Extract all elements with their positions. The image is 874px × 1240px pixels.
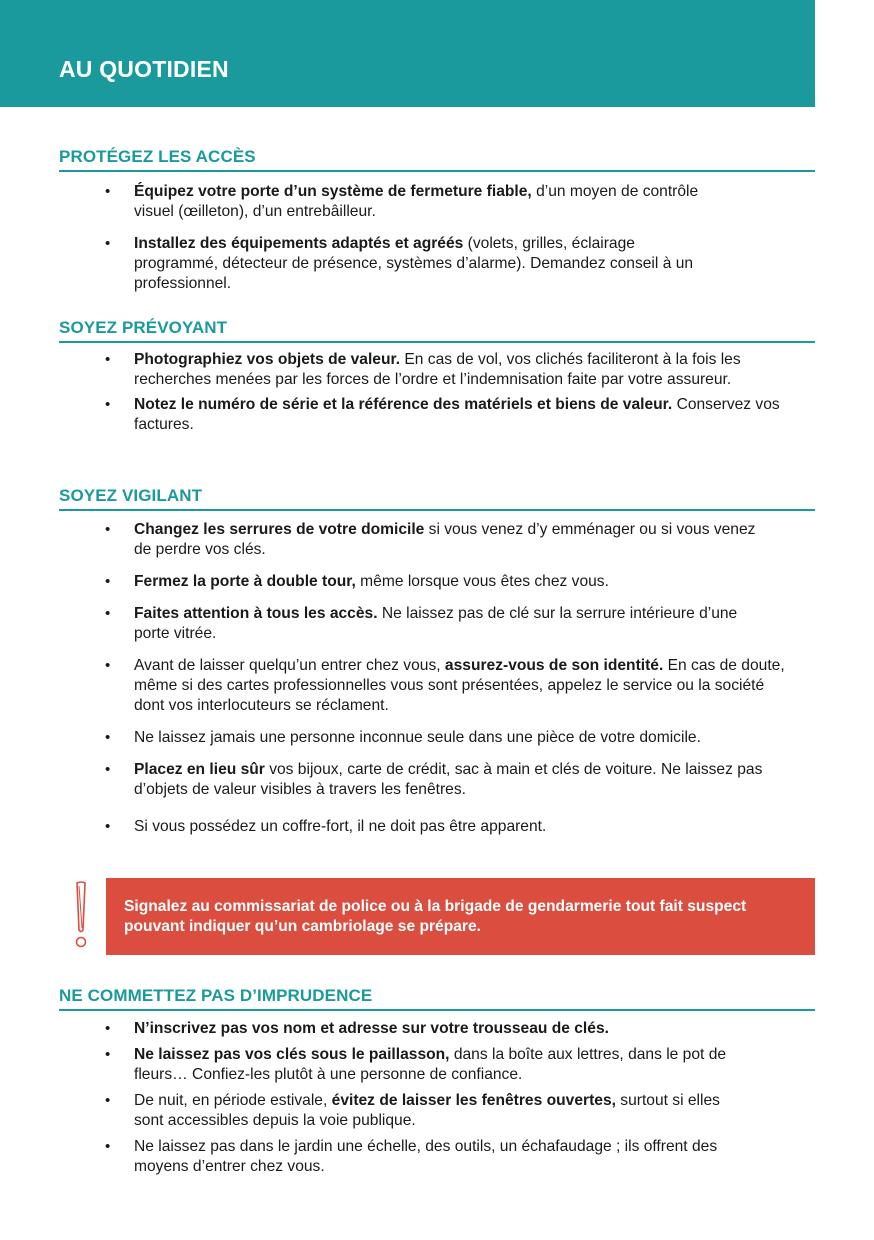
bullet-list [59, 182, 815, 294]
alert-text: Signalez au commissariat de police ou à la brigade de gendarmerie tout fait suspect pouvant indiquer qu’un cambriolage se prépare. [124, 898, 747, 935]
list-item: • Changez les serrures de votre domicile si vous venez d’y emménager ou si vous venez de perdre vos clés. [59, 520, 815, 560]
section-imprudence [59, 985, 815, 1177]
list-item: • De nuit, en période estivale, évitez de laisser les fenêtres ouvertes, surtout si elles sont accessibles depuis la voie publique. [59, 1091, 815, 1131]
section-protegez [59, 146, 815, 294]
list-item: • Avant de laisser quelqu’un entrer chez vous, assurez-vous de son identité. En cas de doute, même si des cartes professionnelles vous sont présentées, appelez le service ou la société dont vos interlocuteurs se réclament. [59, 656, 815, 716]
list-item: • Fermez la porte à double tour, même lorsque vous êtes chez vous. [59, 572, 815, 592]
list-item: • Photographiez vos objets de valeur. En cas de vol, vos clichés faciliteront à la fois les recherches menées par les forces de l’ordre et l’indemnisation faite par votre assureur. [59, 350, 815, 390]
list-item: • Équipez votre porte d’un système de fermeture fiable, d’un moyen de contrôle visuel (œilleton), d’un entrebâilleur. [59, 182, 815, 222]
section-title: PROTÉGEZ LES ACCÈS [59, 146, 815, 172]
list-item: • Ne laissez pas vos clés sous le paillasson, dans la boîte aux lettres, dans le pot de fleurs… Confiez-les plutôt à une personne de confiance. [59, 1045, 815, 1085]
list-item: • Si vous possédez un coffre-fort, il ne doit pas être apparent. [59, 817, 815, 837]
section-title: SOYEZ PRÉVOYANT [59, 317, 815, 343]
section-vigilant [59, 485, 815, 837]
page-title: AU QUOTIDIEN [59, 56, 229, 82]
page-header [0, 0, 815, 107]
bullet-list [59, 350, 815, 435]
section-title: SOYEZ VIGILANT [59, 485, 815, 511]
list-item: • Notez le numéro de série et la référence des matériels et biens de valeur. Conservez vos factures. [59, 395, 815, 435]
exclamation-icon [70, 880, 92, 952]
list-item: • Placez en lieu sûr vos bijoux, carte de crédit, sac à main et clés de voiture. Ne laissez pas d’objets de valeur visibles à travers les fenêtres. [59, 760, 815, 800]
alert-box [106, 878, 815, 955]
bullet-list [59, 520, 815, 837]
list-item: • Ne laissez pas dans le jardin une échelle, des outils, un échafaudage ; ils offrent des moyens d’entrer chez vous. [59, 1137, 815, 1177]
section-title: NE COMMETTEZ PAS D’IMPRUDENCE [59, 985, 815, 1011]
bullet-list [59, 1019, 815, 1177]
list-item: • Installez des équipements adaptés et agréés (volets, grilles, éclairage programmé, détecteur de présence, systèmes d’alarme). Demandez conseil à un professionnel. [59, 234, 815, 294]
list-item: • N’inscrivez pas vos nom et adresse sur votre trousseau de clés. [59, 1019, 815, 1039]
list-item: • Ne laissez jamais une personne inconnue seule dans une pièce de votre domicile. [59, 728, 815, 748]
list-item: • Faites attention à tous les accès. Ne laissez pas de clé sur la serrure intérieure d’une porte vitrée. [59, 604, 815, 644]
section-prevoyant [59, 317, 815, 435]
